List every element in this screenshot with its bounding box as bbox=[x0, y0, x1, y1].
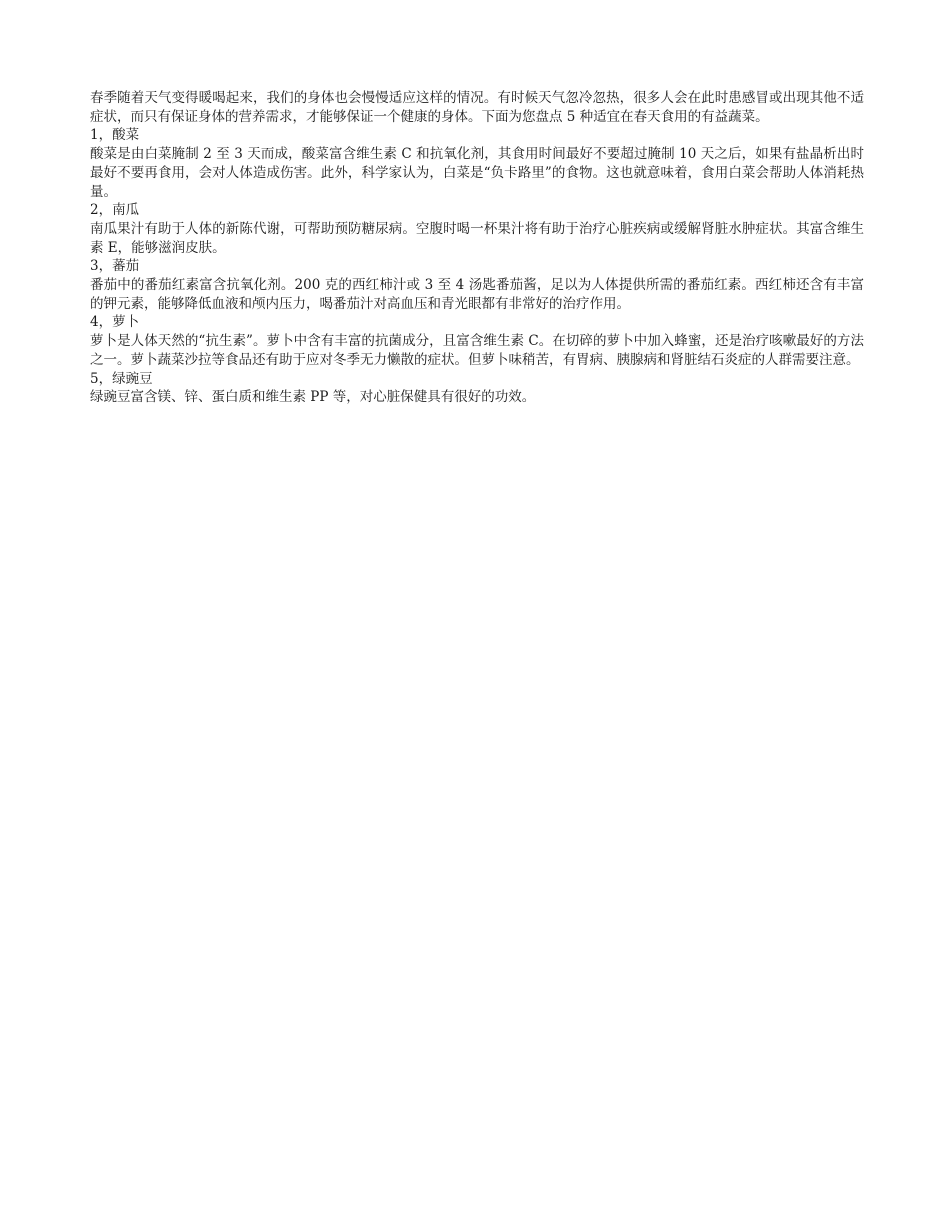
section-heading-pumpkin: 2，南瓜 bbox=[90, 202, 140, 219]
section-body-green-pea: 绿豌豆富含镁、锌、蛋白质和维生素 PP 等，对心脏保健具有很好的功效。 bbox=[90, 389, 536, 406]
section-body-sauerkraut: 酸菜是由白菜腌制 2 至 3 天而成，酸菜富含维生素 C 和抗氧化剂，其食用时间最好不要超过腌制 10 天之后，如果有盐晶析出时最好不要再食用，会对人体造成伤害。此外，科学家认为，白菜是“负卡路里”的食物。这也就意味着，食用白菜会帮助人体消耗热量。 bbox=[90, 146, 864, 200]
document-body bbox=[90, 89, 864, 407]
section-body-radish: 萝卜是人体天然的“抗生素”。萝卜中含有丰富的抗菌成分，且富含维生素 C。在切碎的萝卜中加入蜂蜜，还是治疗咳嗽最好的方法之一。萝卜蔬菜沙拉等食品还有助于应对冬季无力懒散的症状。但萝卜味稍苦，有胃病、胰腺病和肾脏结石炎症的人群需要注意。 bbox=[90, 333, 864, 368]
section-heading-green-pea: 5，绿豌豆 bbox=[90, 370, 153, 387]
section-body-pumpkin: 南瓜果汁有助于人体的新陈代谢，可帮助预防糖尿病。空腹时喝一杯果汁将有助于治疗心脏疾病或缓解肾脏水肿症状。其富含维生素 E，能够滋润皮肤。 bbox=[90, 220, 864, 256]
section-heading-radish: 4，萝卜 bbox=[90, 314, 140, 331]
section-heading-tomato: 3，蕃茄 bbox=[90, 258, 140, 275]
section-body-tomato: 番茄中的番茄红素富含抗氧化剂。200 克的西红柿汁或 3 至 4 汤匙番茄酱，足以为人体提供所需的番茄红素。西红柿还含有丰富的钾元素，能够降低血液和颅内压力，喝番茄汁对高血压和青光眼都有非常好的治疗作用。 bbox=[90, 277, 864, 312]
intro-paragraph: 春季随着天气变得暖喝起来，我们的身体也会慢慢适应这样的情况。有时候天气忽冷忽热，很多人会在此时患感冒或出现其他不适症状，而只有保证身体的营养需求，才能够保证一个健康的身体。下面为您盘点 5 种适宜在春天食用的有益蔬菜。 bbox=[90, 90, 864, 125]
section-heading-sauerkraut: 1，酸菜 bbox=[90, 127, 140, 144]
